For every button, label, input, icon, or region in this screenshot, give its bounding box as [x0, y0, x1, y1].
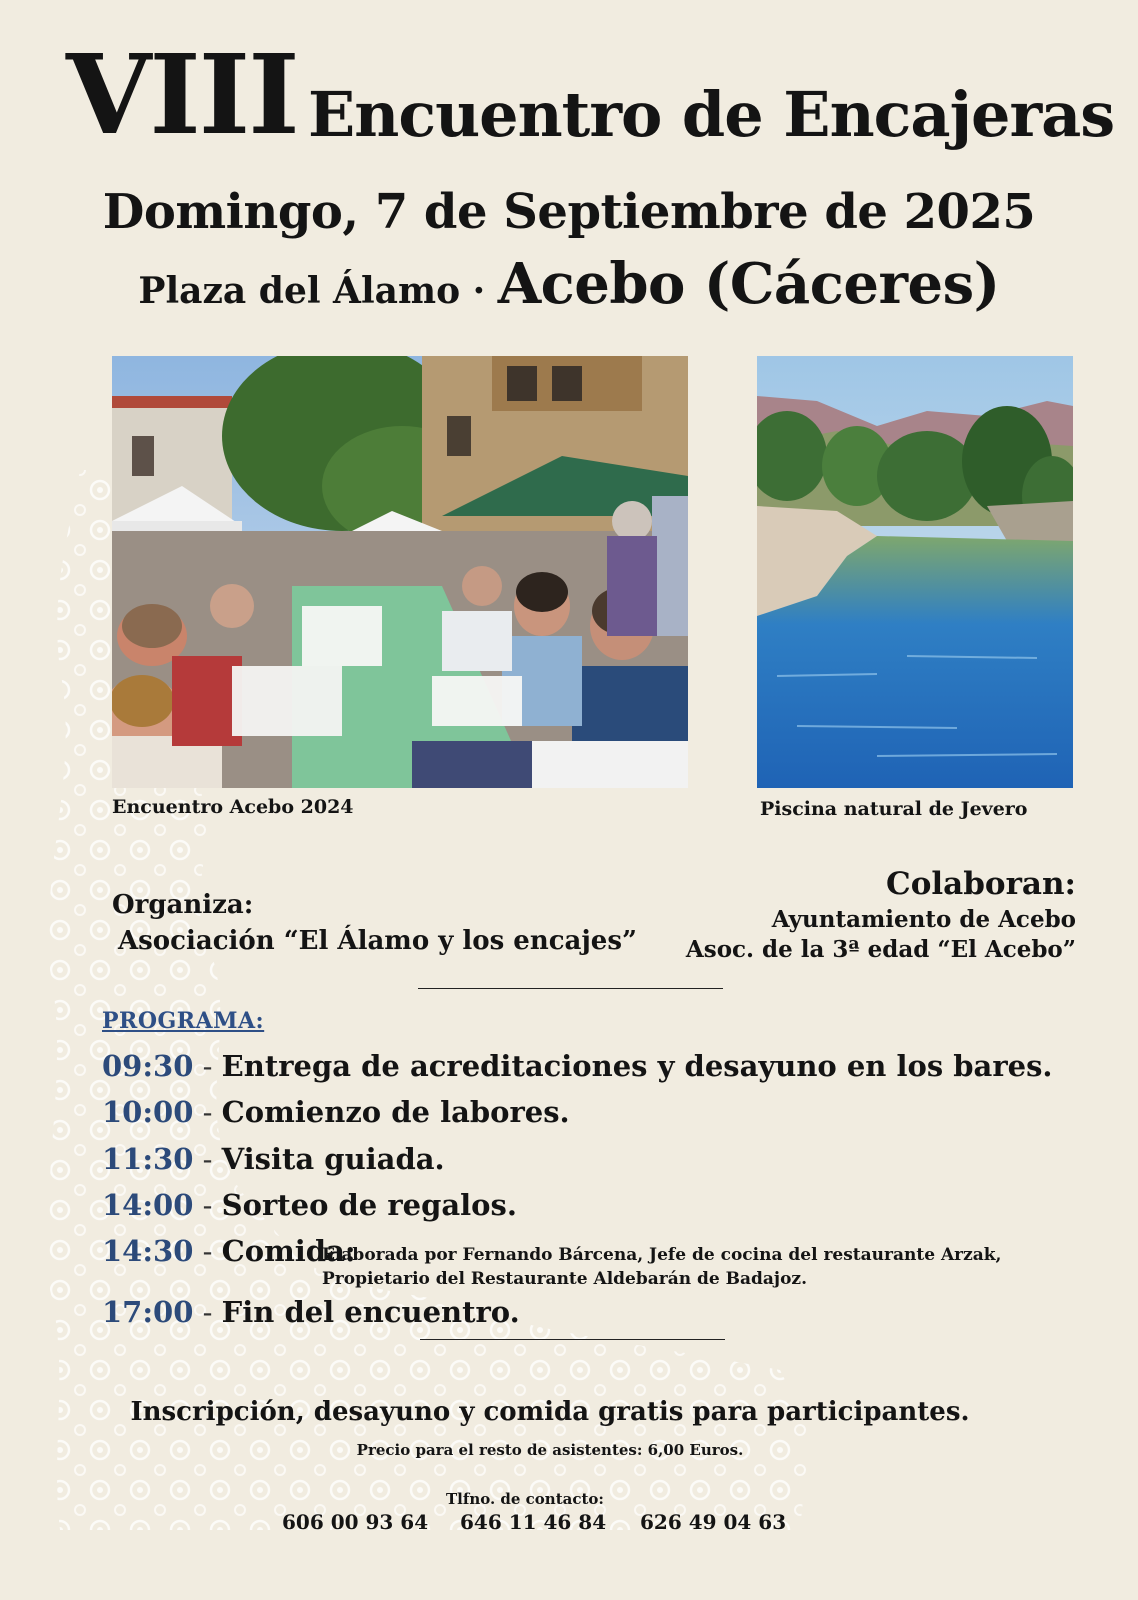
divider: [420, 1339, 725, 1340]
program-item: 14:00 - Sorteo de regalos.: [102, 1188, 517, 1222]
contact-phone: 606 00 93 64: [282, 1510, 429, 1534]
comida-detail-line: Elaborada por Fernando Bárcena, Jefe de cocina del restaurante Arzak,: [322, 1245, 1002, 1265]
organiza-label: Organiza:: [112, 890, 254, 920]
price-note: Precio para el resto de asistentes: 6,00 Euros.: [356, 1441, 744, 1459]
photo-encuentro-caption: Encuentro Acebo 2024: [112, 796, 354, 818]
program-item: 10:00 - Comienzo de labores.: [102, 1095, 570, 1129]
divider: [418, 988, 723, 989]
contact-phone: 646 11 46 84: [460, 1510, 607, 1534]
event-title: Encuentro de Encajeras: [308, 78, 1115, 151]
contact-phone: 626 49 04 63: [640, 1510, 787, 1534]
program-text: Comienzo de labores.: [221, 1095, 570, 1129]
program-item: 11:30 - Visita guiada.: [102, 1142, 445, 1176]
program-text: Entrega de acreditaciones y desayuno en los bares.: [221, 1049, 1053, 1083]
program-text: Visita guiada.: [221, 1142, 445, 1176]
location-town: Acebo (Cáceres): [497, 251, 1000, 317]
colaborador-item: Ayuntamiento de Acebo: [771, 906, 1076, 933]
comida-detail: [322, 1244, 1001, 1292]
program-time: 11:30: [102, 1142, 194, 1176]
colaboran-label: Colaboran:: [886, 866, 1076, 902]
comida-detail-line: Propietario del Restaurante Aldebarán de Badajoz.: [322, 1268, 807, 1289]
program-time: 17:00: [102, 1295, 194, 1329]
program-item: 17:00 - Fin del encuentro.: [102, 1295, 520, 1329]
programa-label: PROGRAMA:: [102, 1008, 265, 1034]
photo-piscina-natural: [757, 356, 1073, 788]
contact-label: Tlfno. de contacto:: [446, 1490, 604, 1508]
photo-encuentro-2024: [112, 356, 688, 788]
organiza-name: Asociación “El Álamo y los encajes”: [118, 926, 637, 956]
event-location: [0, 251, 1138, 317]
photo-piscina-caption: Piscina natural de Jevero: [760, 798, 1028, 820]
location-plaza: Plaza del Álamo ·: [138, 270, 498, 312]
colaborador-item: Asoc. de la 3ª edad “El Acebo”: [685, 936, 1076, 963]
program-item: 14:30 - Comida:: [102, 1234, 356, 1268]
program-time: 09:30: [102, 1049, 194, 1083]
program-text: Fin del encuentro.: [221, 1295, 520, 1329]
program-text: Comida:: [221, 1234, 356, 1268]
program-time: 14:30: [102, 1234, 194, 1268]
edition-number: VIII: [66, 30, 298, 159]
program-item: 09:30 - Entrega de acreditaciones y desayuno en los bares.: [102, 1049, 1053, 1083]
free-registration-note: Inscripción, desayuno y comida gratis para participantes.: [130, 1397, 970, 1427]
event-date: Domingo, 7 de Septiembre de 2025: [102, 184, 1036, 240]
program-time: 10:00: [102, 1095, 194, 1129]
program-time: 14:00: [102, 1188, 194, 1222]
program-text: Sorteo de regalos.: [221, 1188, 517, 1222]
